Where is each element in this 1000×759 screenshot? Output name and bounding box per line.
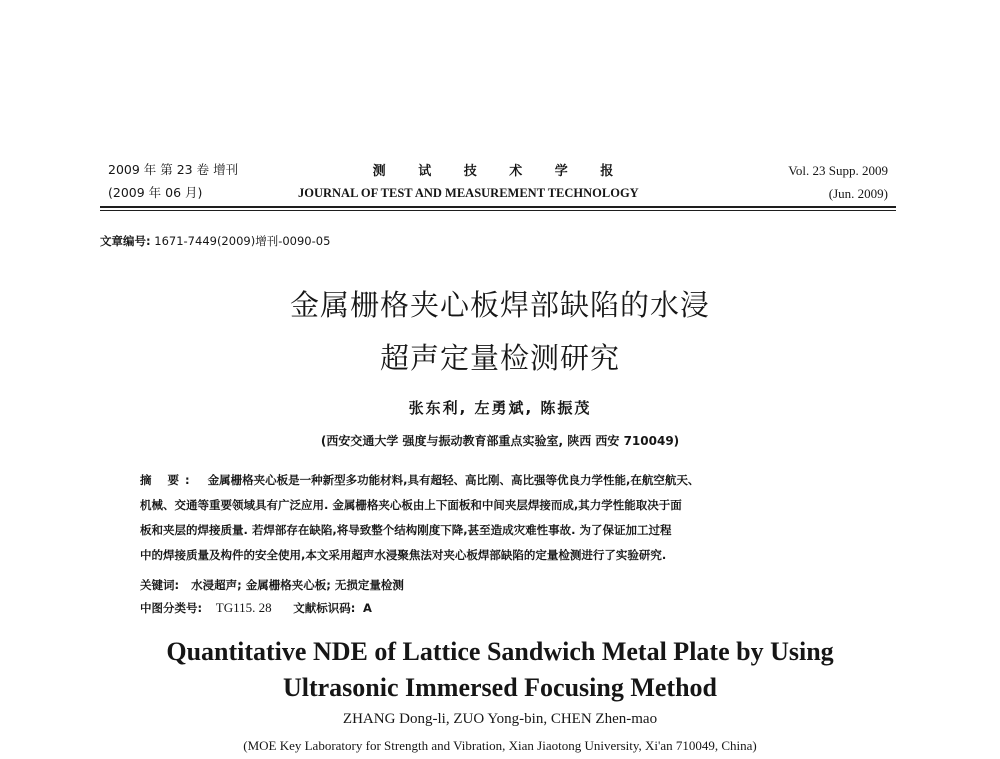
header-rule-thick [100,206,896,208]
title-cn-line2: 超声定量检测研究 [379,341,620,375]
article-number-label: 文章编号: [100,234,151,248]
keywords-value: 水浸超声; 金属栅格夹心板; 无损定量检测 [191,578,404,592]
affiliation-en: (MOE Key Laboratory for Strength and Vibration, Xian Jiaotong University, Xi'an 710049, China) [243,738,757,753]
abstract-line-2: 机械、交通等重要领域具有广泛应用. 金属栅格夹心板由上下面板和中间夹层焊接而成,其力学性能取决于面 [140,498,682,512]
issue-date-en: (Jun. 2009) [828,186,888,201]
keywords-label: 关键词: [140,578,180,592]
article-number-value: 1671-7449(2009)增刊-0090-05 [154,234,331,248]
abstract-line-4: 中的焊接质量及构件的安全使用,本文采用超声水浸聚焦法对夹心板焊部缺陷的定量检测进行了实验研究. [140,548,667,562]
abstract-text-1: 金属栅格夹心板是一种新型多功能材料,具有超轻、高比刚、高比强等优良力学性能,在航空航天、 [207,473,700,487]
abstract-line-1 [140,472,699,488]
volume-info-en: Vol. 23 Supp. 2009 [788,163,888,178]
title-en-line1: Quantitative NDE of Lattice Sandwich Metal Plate by Using [166,637,834,666]
doc-code-label: 文献标识码: [293,601,356,615]
title-cn-line1: 金属栅格夹心板焊部缺陷的水浸 [289,288,710,322]
affiliation-cn: (西安交通大学 强度与振动教育部重点实验室, 陕西 西安 710049) [320,434,680,448]
issue-date-cn: (2009 年 06 月) [108,185,203,200]
clc-value: TG115. 28 [215,600,272,615]
journal-name-cn: 测 试 技 术 学 报 [372,164,628,179]
keywords [140,577,404,593]
doc-code-value: A [363,601,372,615]
abstract-line-3: 板和夹层的焊接质量. 若焊部存在缺陷,将导致整个结构刚度下降,甚至造成灾难性事故. 为了保证加工过程 [140,523,672,537]
header-rule-thin [100,210,896,211]
title-en-line2: Ultrasonic Immersed Focusing Method [282,673,717,702]
clc-label: 中图分类号: [140,601,203,615]
authors-en: ZHANG Dong-li, ZUO Yong-bin, CHEN Zhen-mao [342,711,658,727]
journal-name-en: JOURNAL OF TEST AND MEASUREMENT TECHNOLOGY [298,186,639,200]
classification [140,600,372,616]
issue-info-cn: 2009 年 第 23 卷 增刊 [108,162,239,177]
authors-cn: 张东利, 左勇斌, 陈振茂 [408,399,592,417]
article-number [100,233,330,249]
abstract-label: 摘 要: [140,473,196,487]
